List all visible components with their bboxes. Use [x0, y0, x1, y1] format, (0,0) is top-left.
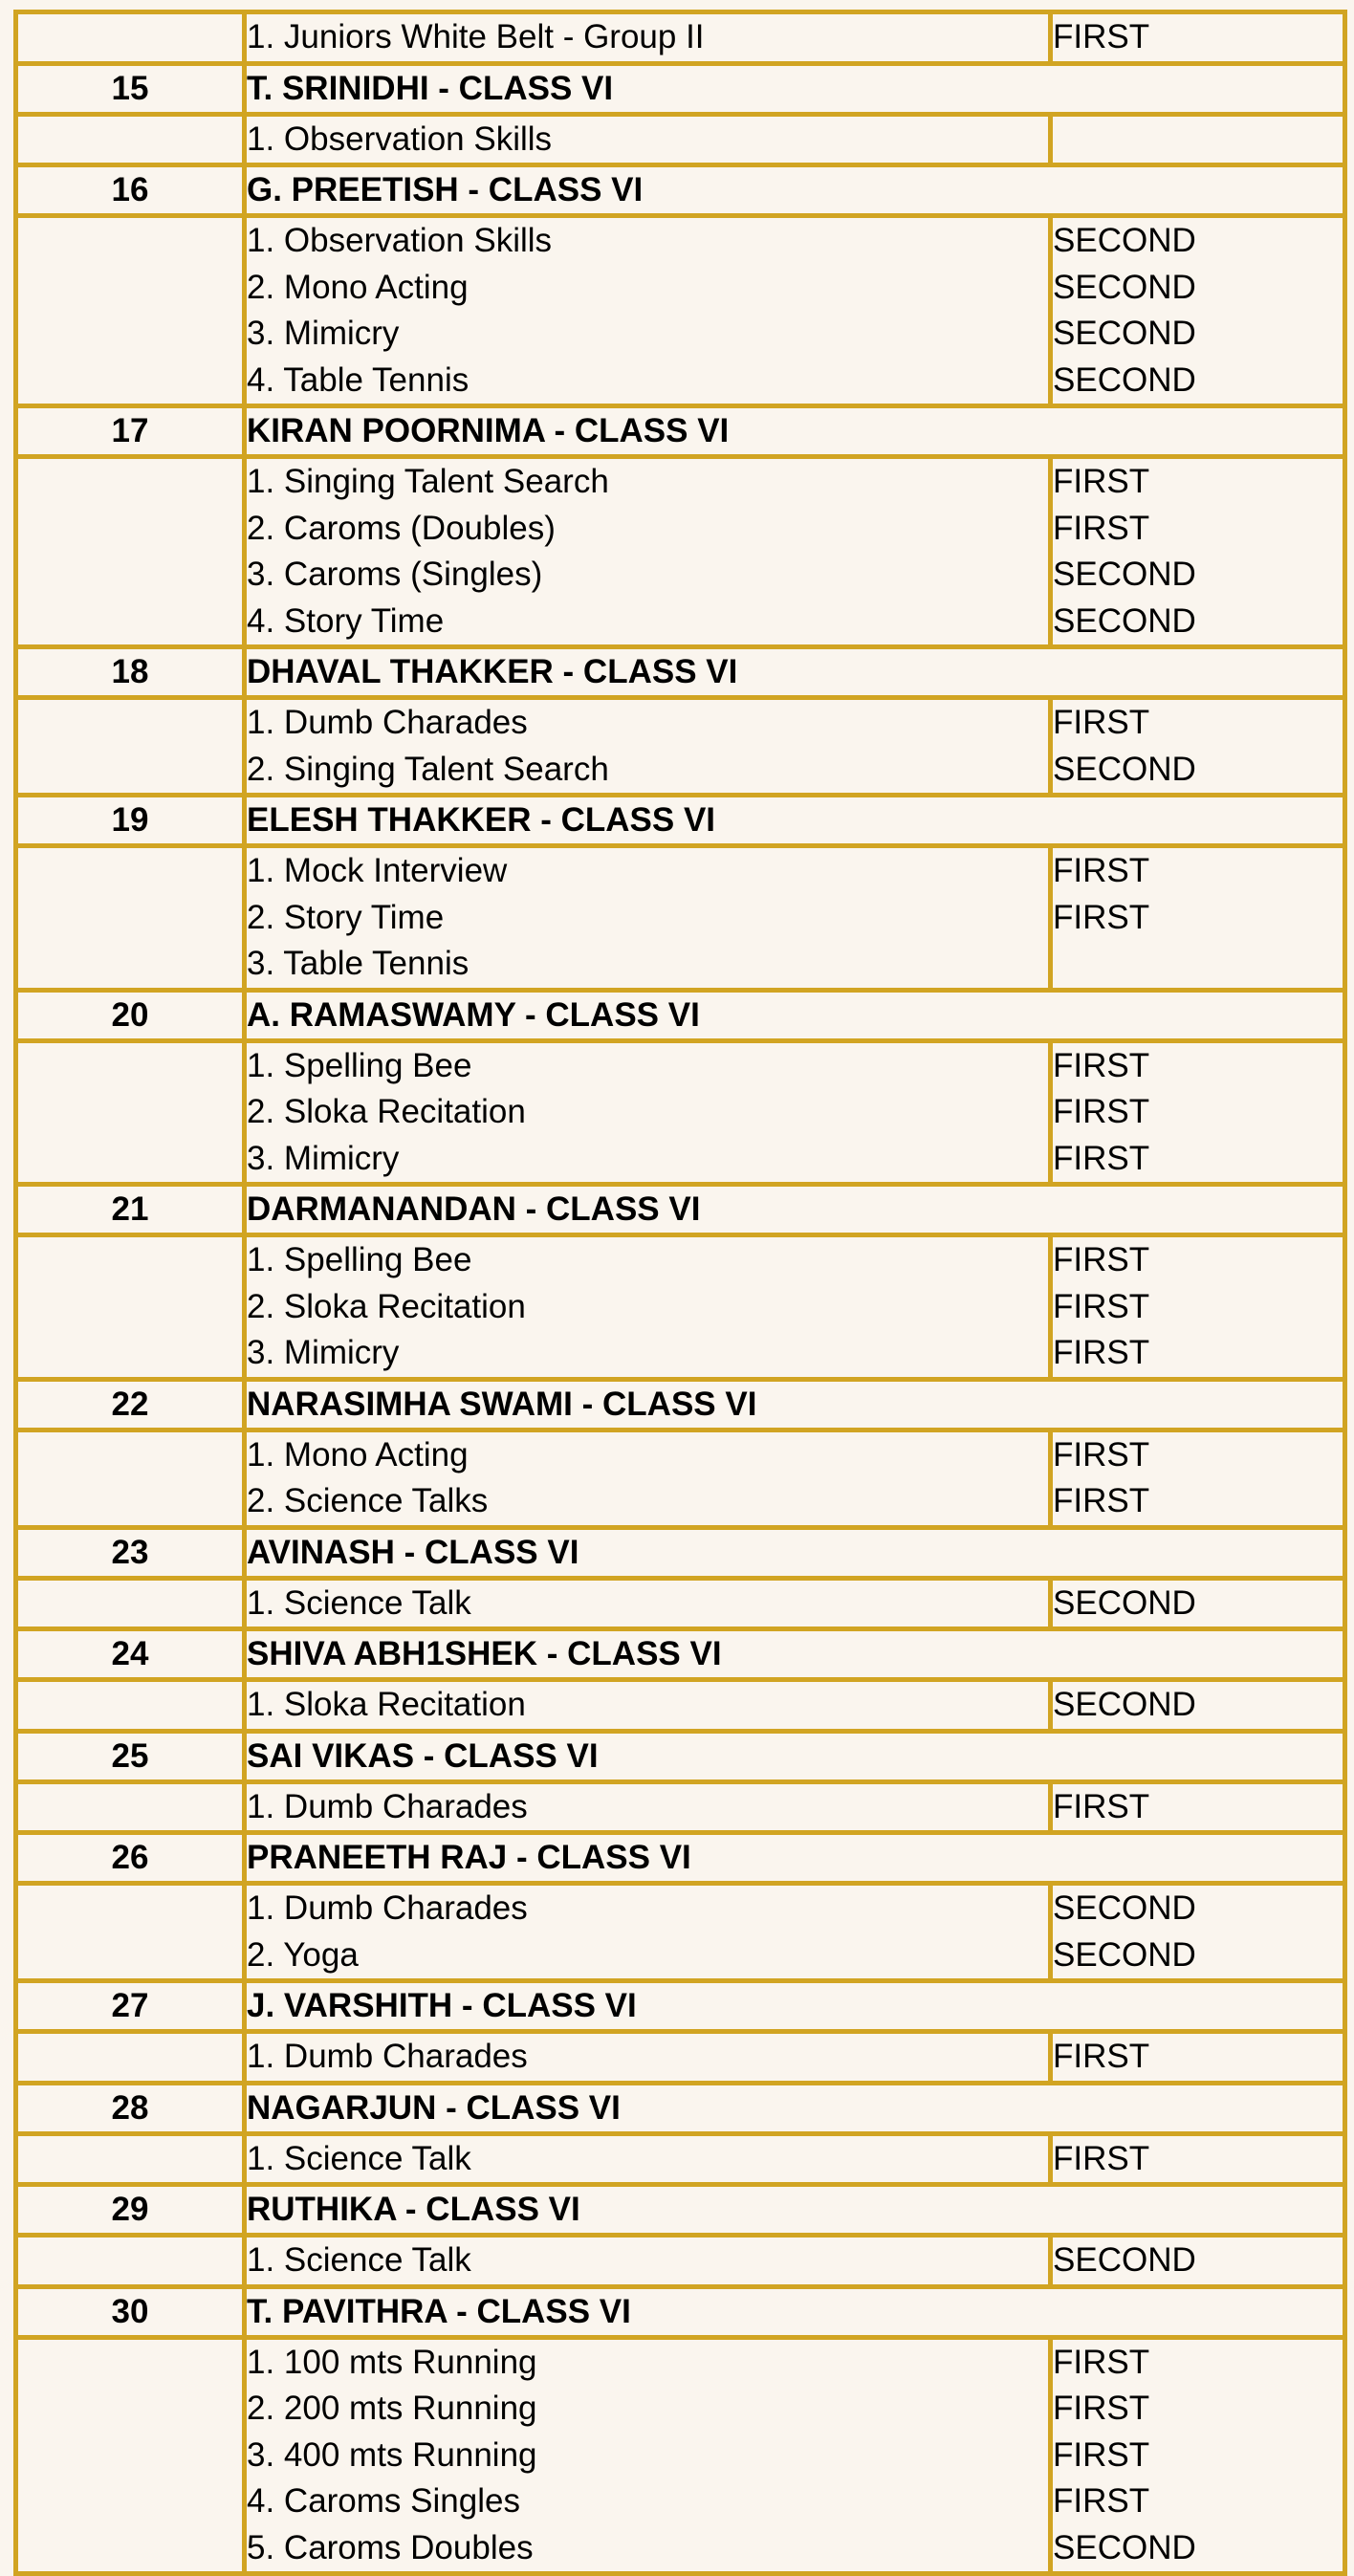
place-item: FIRST: [1053, 2343, 1150, 2381]
events-cell: [245, 457, 1051, 647]
student-name: DARMANANDAN - CLASS VI: [245, 1185, 1345, 1235]
serial-number: 25: [16, 1731, 245, 1781]
event-item: 1. Dumb Charades: [247, 1889, 528, 1927]
places-cell: [1051, 1430, 1345, 1527]
place-item: FIRST: [1053, 1139, 1150, 1177]
event-item: 2. Science Talks: [247, 1482, 489, 1519]
student-events-row: [16, 698, 1345, 796]
student-header-row: [16, 1185, 1345, 1235]
serial-number: 20: [16, 990, 245, 1040]
serial-number-cell-empty: [16, 698, 245, 796]
place-item: FIRST: [1053, 509, 1150, 547]
events-cell: [245, 1680, 1051, 1732]
student-header-row: [16, 1629, 1345, 1680]
places-cell: [1051, 2337, 1345, 2574]
serial-number-cell-empty: [16, 216, 245, 406]
event-item: 2. Yoga: [247, 1935, 359, 1974]
student-events-row: [16, 2133, 1345, 2185]
student-events-row: [16, 2337, 1345, 2574]
student-events-row: [16, 1781, 1345, 1833]
serial-number: 30: [16, 2286, 245, 2337]
event-item: 3. Mimicry: [247, 1334, 400, 1371]
place-item: SECOND: [1053, 222, 1196, 259]
serial-number: 29: [16, 2185, 245, 2236]
serial-number-cell-empty: [16, 1884, 245, 1981]
serial-number-cell-empty: [16, 1781, 245, 1833]
student-name: J. VARSHITH - CLASS VI: [245, 1981, 1345, 2032]
events-cell: [245, 1430, 1051, 1527]
event-item: 2. Story Time: [247, 898, 445, 936]
event-item: 1. Juniors White Belt - Group II: [247, 18, 705, 55]
student-header-row: [16, 1731, 1345, 1781]
student-events-row: [16, 1040, 1345, 1185]
student-header-row: [16, 165, 1345, 216]
place-item: FIRST: [1053, 2390, 1150, 2427]
event-item: 1. Singing Talent Search: [247, 463, 609, 500]
place-item: FIRST: [1053, 463, 1150, 500]
student-name: PRANEETH RAJ - CLASS VI: [245, 1833, 1345, 1884]
places-cell: [1051, 698, 1345, 796]
student-name: NARASIMHA SWAMI - CLASS VI: [245, 1379, 1345, 1430]
events-cell: [245, 1884, 1051, 1981]
event-item: 3. Table Tennis: [247, 945, 470, 982]
place-item: FIRST: [1053, 18, 1150, 55]
event-item: 1. Science Talk: [247, 1583, 471, 1622]
event-item: 1. Mono Acting: [247, 1435, 469, 1474]
student-events-row: [16, 2032, 1345, 2084]
place-item: SECOND: [1053, 268, 1196, 306]
student-header-row: [16, 2185, 1345, 2236]
event-item: 1. Dumb Charades: [247, 2038, 528, 2075]
student-events-row: [16, 846, 1345, 991]
serial-number: 15: [16, 63, 245, 114]
place-item: SECOND: [1053, 750, 1196, 788]
student-header-row: [16, 63, 1345, 114]
student-name: NAGARJUN - CLASS VI: [245, 2083, 1345, 2133]
event-item: 2. Singing Talent Search: [247, 750, 609, 788]
places-cell: [1051, 2236, 1345, 2287]
places-cell: [1051, 457, 1345, 647]
serial-number-cell-empty: [16, 114, 245, 165]
places-cell: [1051, 1040, 1345, 1185]
serial-number-cell-empty: [16, 846, 245, 991]
place-item: FIRST: [1053, 2038, 1150, 2075]
student-header-row: [16, 1833, 1345, 1884]
event-item: 2. Caroms (Doubles): [247, 509, 556, 547]
serial-number-cell-empty: [16, 1235, 245, 1380]
event-item: 1. Science Talk: [247, 2241, 471, 2279]
event-item: 3. Caroms (Singles): [247, 556, 543, 593]
student-header-row: [16, 2083, 1345, 2133]
serial-number: 26: [16, 1833, 245, 1884]
results-table-body: [16, 12, 1345, 2574]
serial-number-cell-empty: [16, 1430, 245, 1527]
event-item: 1. Spelling Bee: [247, 1241, 472, 1278]
student-events-row: [16, 114, 1345, 165]
serial-number-cell-empty: [16, 2236, 245, 2287]
serial-number-cell-empty: [16, 12, 245, 64]
student-header-row: [16, 796, 1345, 846]
events-cell: [245, 1578, 1051, 1629]
events-cell: [245, 1781, 1051, 1833]
serial-number: 24: [16, 1629, 245, 1680]
place-item: SECOND: [1053, 1583, 1196, 1622]
place-item: FIRST: [1053, 1435, 1150, 1474]
place-item: SECOND: [1053, 360, 1196, 399]
place-item: SECOND: [1053, 556, 1196, 593]
event-item: 3. Mimicry: [247, 1139, 400, 1177]
places-cell: [1051, 1578, 1345, 1629]
places-cell: [1051, 12, 1345, 64]
serial-number-cell-empty: [16, 2032, 245, 2084]
place-item: FIRST: [1053, 2435, 1150, 2474]
events-cell: [245, 12, 1051, 64]
place-item: FIRST: [1053, 2139, 1150, 2177]
places-cell: [1051, 2032, 1345, 2084]
serial-number: 19: [16, 796, 245, 846]
event-item: 1. Dumb Charades: [247, 704, 528, 741]
student-events-row: [16, 1235, 1345, 1380]
student-header-row: [16, 2286, 1345, 2337]
serial-number: 21: [16, 1185, 245, 1235]
student-events-row: [16, 1884, 1345, 1981]
student-events-row: [16, 2236, 1345, 2287]
serial-number-cell-empty: [16, 1680, 245, 1732]
student-header-row: [16, 1379, 1345, 1430]
event-item: 5. Caroms Doubles: [247, 2528, 534, 2566]
events-cell: [245, 216, 1051, 406]
student-events-row: [16, 1680, 1345, 1732]
place-item: SECOND: [1053, 2528, 1196, 2566]
student-events-row: [16, 457, 1345, 647]
place-item: FIRST: [1053, 1241, 1150, 1278]
place-item: SECOND: [1053, 2241, 1196, 2279]
event-item: 4. Table Tennis: [247, 360, 470, 399]
places-cell: [1051, 1235, 1345, 1380]
event-item: 1. Observation Skills: [247, 222, 553, 259]
student-name: SHIVA ABH1SHEK - CLASS VI: [245, 1629, 1345, 1680]
event-item: 1. Sloka Recitation: [247, 1686, 526, 1723]
places-cell: [1051, 1781, 1345, 1833]
places-cell: [1051, 114, 1345, 165]
places-cell: [1051, 1680, 1345, 1732]
places-cell: [1051, 216, 1345, 406]
event-item: 3. Mimicry: [247, 315, 400, 352]
place-item: SECOND: [1053, 1935, 1196, 1974]
student-header-row: [16, 406, 1345, 457]
student-name: AVINASH - CLASS VI: [245, 1527, 1345, 1578]
place-item: FIRST: [1053, 1334, 1150, 1371]
student-events-row: [16, 1578, 1345, 1629]
event-item: 4. Story Time: [247, 601, 445, 640]
student-header-row: [16, 990, 1345, 1040]
student-events-row: [16, 1430, 1345, 1527]
places-cell: [1051, 2133, 1345, 2185]
event-item: 1. Dumb Charades: [247, 1787, 528, 1825]
student-name: DHAVAL THAKKER - CLASS VI: [245, 647, 1345, 698]
events-cell: [245, 1235, 1051, 1380]
serial-number: 18: [16, 647, 245, 698]
place-item: SECOND: [1053, 1889, 1196, 1927]
place-item: SECOND: [1053, 1686, 1196, 1723]
place-item: FIRST: [1053, 1046, 1150, 1084]
place-item: FIRST: [1053, 704, 1150, 741]
student-header-row: [16, 1981, 1345, 2032]
place-item: FIRST: [1053, 898, 1150, 936]
serial-number: 17: [16, 406, 245, 457]
place-item: FIRST: [1053, 852, 1150, 889]
place-item: FIRST: [1053, 1287, 1150, 1325]
event-item: 2. 200 mts Running: [247, 2390, 537, 2427]
serial-number: 23: [16, 1527, 245, 1578]
student-header-row: [16, 1527, 1345, 1578]
event-item: 1. Spelling Bee: [247, 1046, 472, 1084]
student-name: ELESH THAKKER - CLASS VI: [245, 796, 1345, 846]
student-name: A. RAMASWAMY - CLASS VI: [245, 990, 1345, 1040]
top-event-row: [16, 12, 1345, 64]
student-name: RUTHIKA - CLASS VI: [245, 2185, 1345, 2236]
events-cell: [245, 846, 1051, 991]
place-item: SECOND: [1053, 601, 1196, 640]
serial-number-cell-empty: [16, 2133, 245, 2185]
event-item: 3. 400 mts Running: [247, 2435, 537, 2474]
place-item: FIRST: [1053, 2482, 1150, 2520]
serial-number: 27: [16, 1981, 245, 2032]
place-item: FIRST: [1053, 1482, 1150, 1519]
event-item: 1. Mock Interview: [247, 852, 508, 889]
events-cell: [245, 2133, 1051, 2185]
student-name: G. PREETISH - CLASS VI: [245, 165, 1345, 216]
student-name: SAI VIKAS - CLASS VI: [245, 1731, 1345, 1781]
student-events-row: [16, 216, 1345, 406]
place-item: SECOND: [1053, 315, 1196, 352]
places-cell: [1051, 846, 1345, 991]
events-cell: [245, 2236, 1051, 2287]
student-name: T. SRINIDHI - CLASS VI: [245, 63, 1345, 114]
events-cell: [245, 114, 1051, 165]
event-item: 4. Caroms Singles: [247, 2482, 520, 2520]
serial-number-cell-empty: [16, 1578, 245, 1629]
event-item: 1. Science Talk: [247, 2139, 471, 2177]
serial-number: 28: [16, 2083, 245, 2133]
serial-number-cell-empty: [16, 2337, 245, 2574]
serial-number-cell-empty: [16, 457, 245, 647]
event-item: 2. Sloka Recitation: [247, 1093, 526, 1130]
events-cell: [245, 2032, 1051, 2084]
student-header-row: [16, 647, 1345, 698]
serial-number: 16: [16, 165, 245, 216]
event-item: 1. 100 mts Running: [247, 2343, 537, 2381]
results-table: [13, 10, 1347, 2576]
serial-number: 22: [16, 1379, 245, 1430]
place-item: FIRST: [1053, 1093, 1150, 1130]
events-cell: [245, 1040, 1051, 1185]
place-item: [1053, 117, 1343, 164]
place-item: [1053, 941, 1343, 988]
event-item: 2. Sloka Recitation: [247, 1287, 526, 1325]
events-cell: [245, 2337, 1051, 2574]
event-item: 1. Observation Skills: [247, 120, 553, 158]
serial-number-cell-empty: [16, 1040, 245, 1185]
events-cell: [245, 698, 1051, 796]
places-cell: [1051, 1884, 1345, 1981]
student-name: KIRAN POORNIMA - CLASS VI: [245, 406, 1345, 457]
place-item: FIRST: [1053, 1787, 1150, 1825]
student-name: T. PAVITHRA - CLASS VI: [245, 2286, 1345, 2337]
event-item: 2. Mono Acting: [247, 268, 469, 306]
